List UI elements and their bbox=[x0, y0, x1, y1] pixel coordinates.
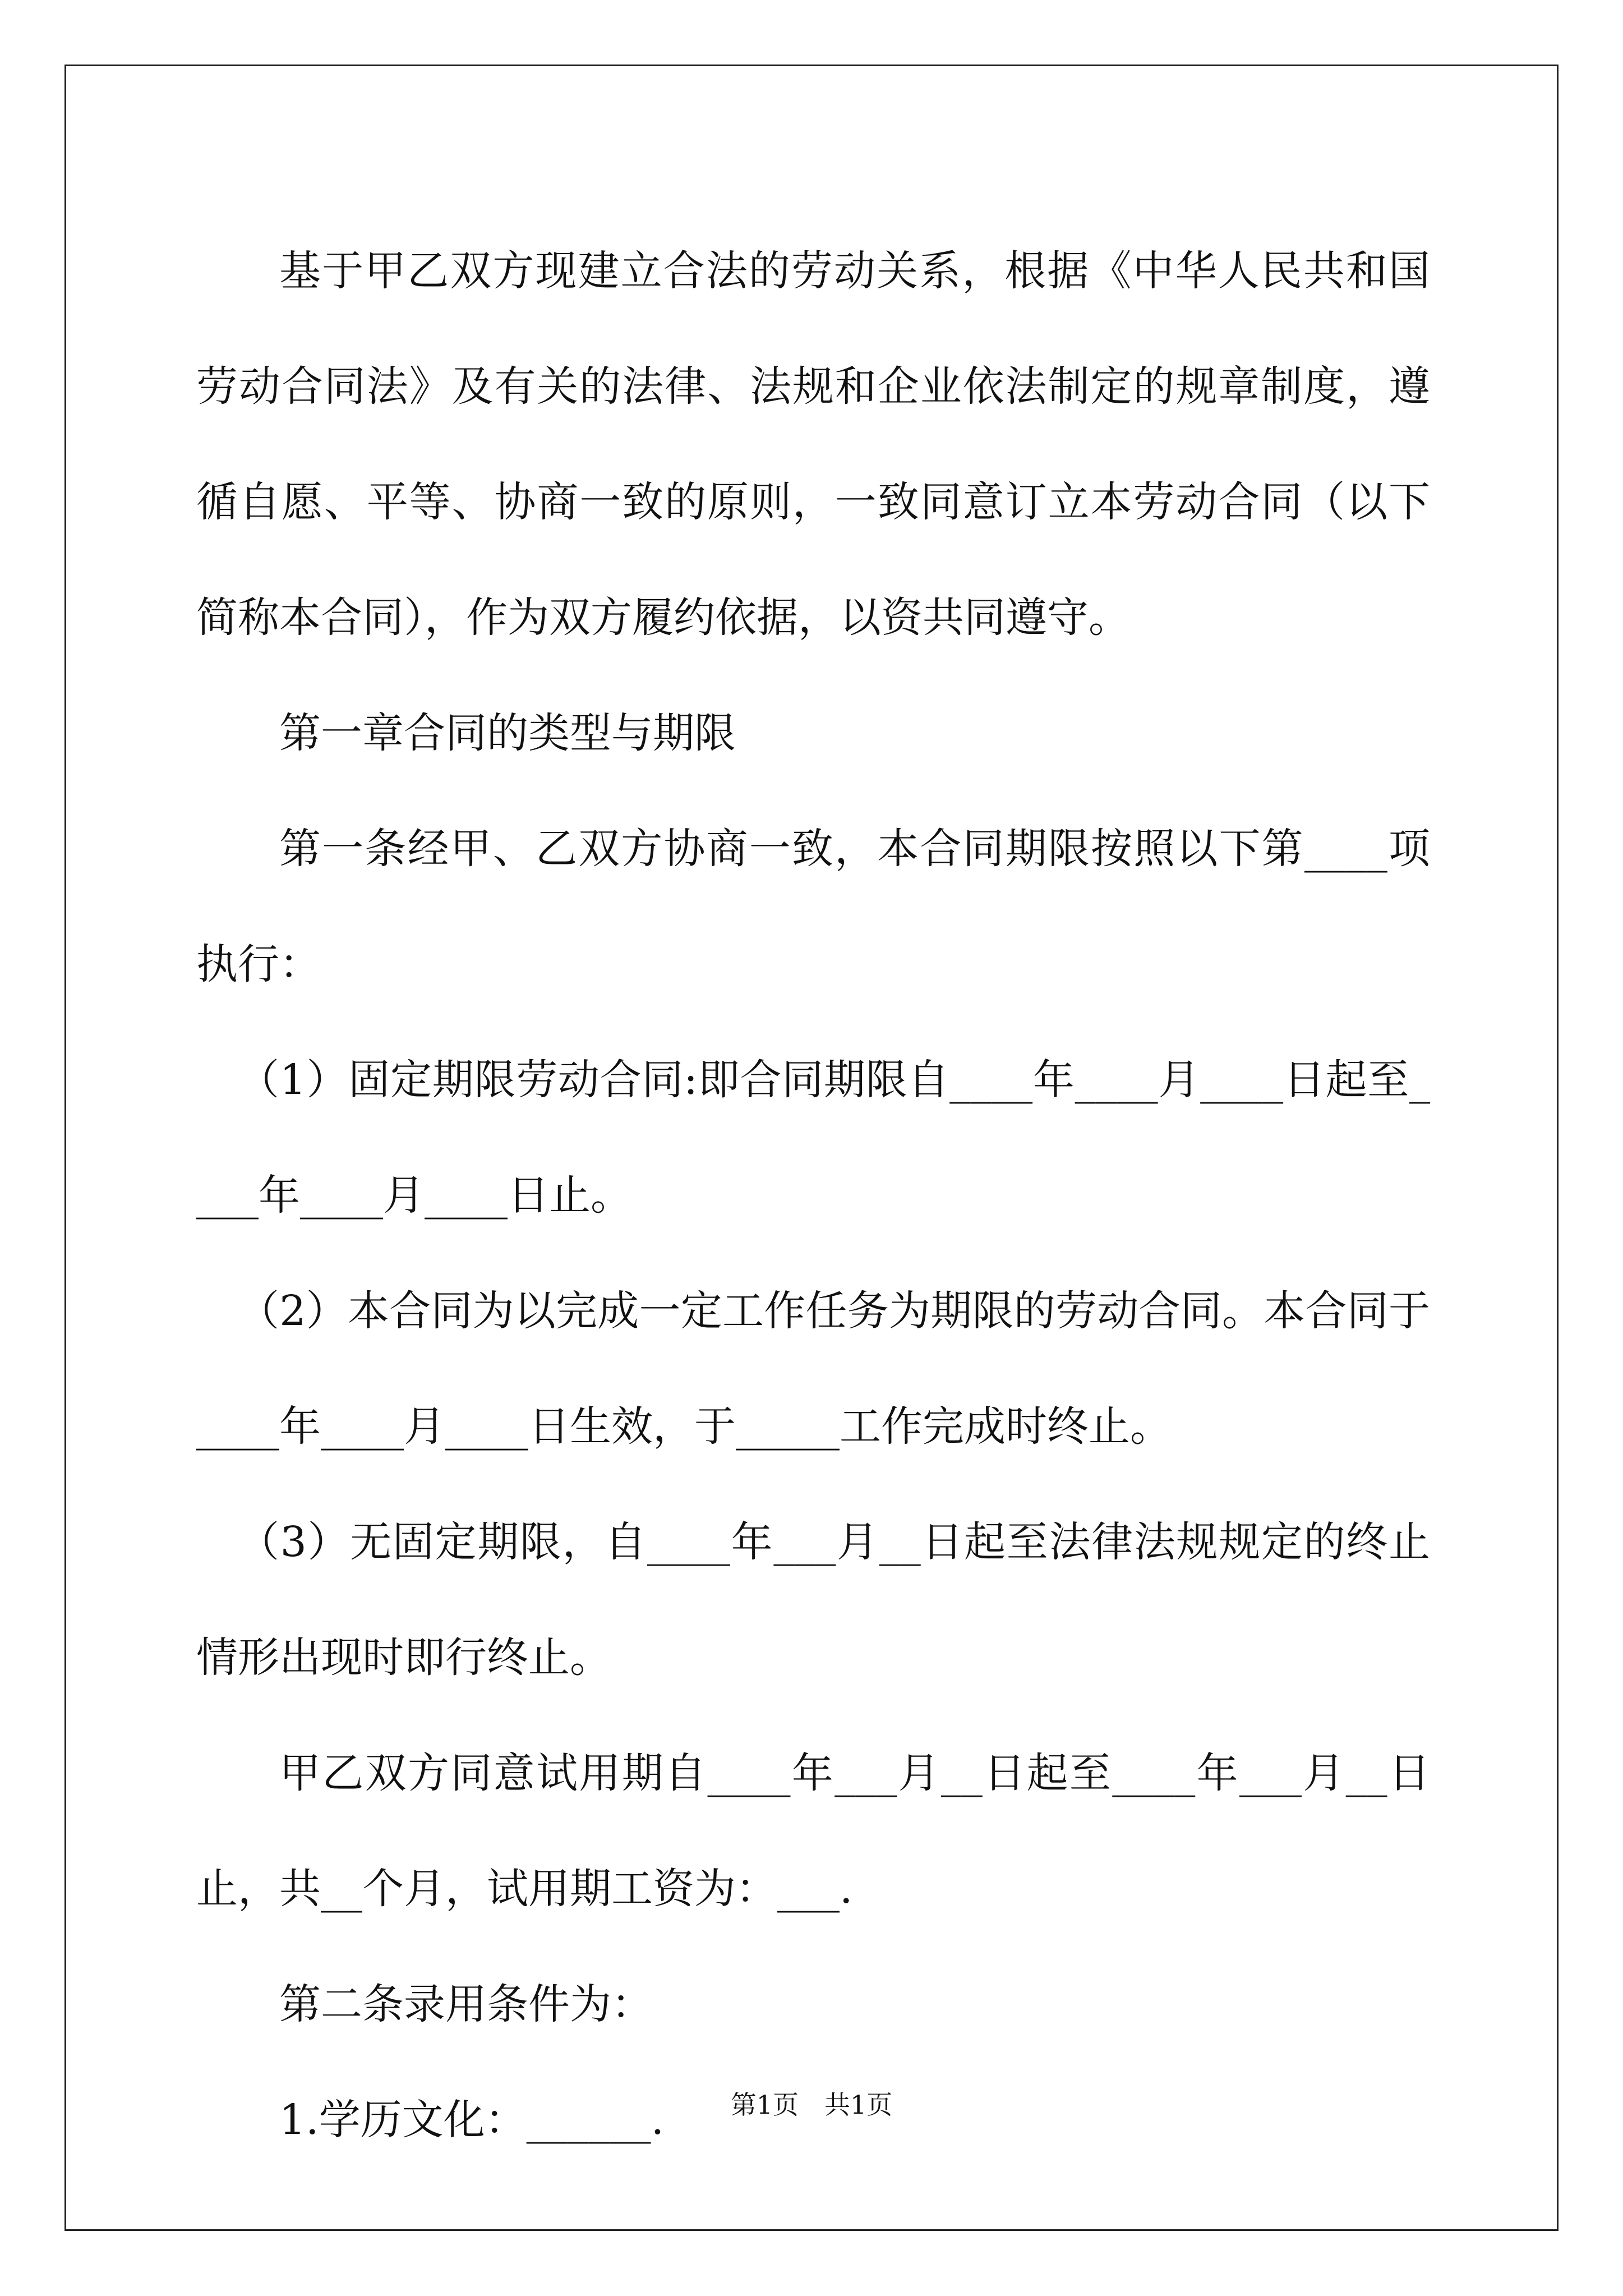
intro-paragraph: 基于甲乙双方现建立合法的劳动关系，根据《中华人民共和国劳动合同法》及有关的法律、法规和企业依法制定的规章制度，遵循自愿、平等、协商一致的原则，一致同意订立本劳动合同（以下简称本合同），作为双方履约依据，以资共同遵守。 bbox=[196, 247, 1430, 642]
probation-paragraph: 甲乙双方同意试用期自____年___月__日起至____年___月__日止，共__个月，试用期工资为：___. bbox=[196, 1749, 1430, 1913]
article-paragraph: 第一条经甲、乙双方协商一致，本合同期限按照以下第____项执行： bbox=[196, 825, 1430, 988]
chapter-heading: 第一章合同的类型与期限 bbox=[279, 709, 736, 757]
page-footer: 第1页 共1页 bbox=[730, 2090, 893, 2120]
document-body bbox=[196, 213, 1430, 2178]
article-paragraph: 第二条录用条件为： bbox=[279, 1980, 653, 2028]
term-item-paragraph: （1）固定期限劳动合同:即合同期限自____年____月____日起至____年____月____日止。 bbox=[196, 1056, 1430, 1220]
term-item-paragraph: （3）无固定期限，自____年___月__日起至法律法规规定的终止情形出现时即行终止。 bbox=[196, 1518, 1431, 1682]
condition-paragraph: 1.学历文化：______. bbox=[279, 2096, 665, 2144]
term-item-paragraph: （2）本合同为以完成一定工作任务为期限的劳动合同。本合同于____年____月____日生效，于_____工作完成时终止。 bbox=[196, 1287, 1430, 1451]
